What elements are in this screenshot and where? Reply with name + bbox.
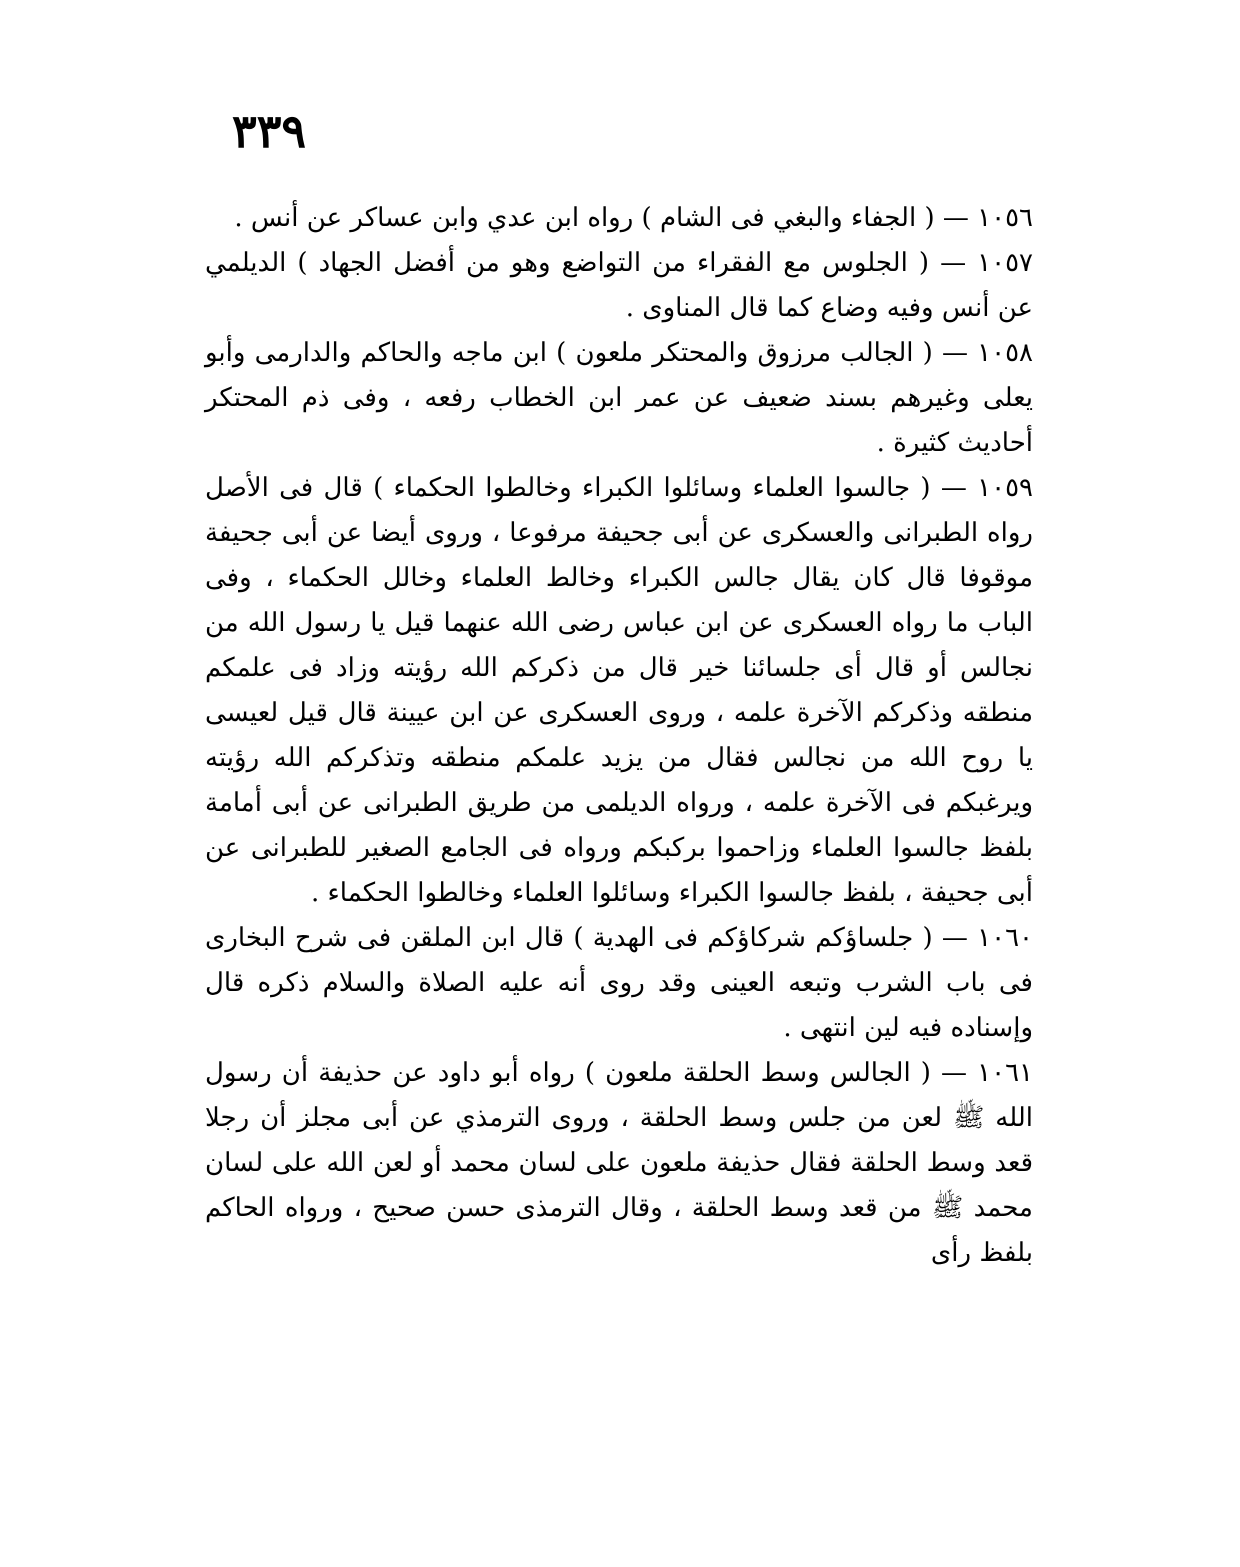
entry-1061: ١٠٦١ — ( الجالس وسط الحلقة ملعون ) رواه أبو داود عن حذيفة أن رسول الله ﷺ لعن من جلس وسط الحلقة ، وروى الترمذي عن أبى مجلز أن رجلا قعد وسط الحلقة فقال حذيفة ملعون على لسان محمد أو لعن الله على لسان محمد ﷺ من قعد وسط الحلقة ، وقال الترمذى حسن صحيح ، ورواه الحاكم بلفظ رأى <box>205 1058 1034 1268</box>
entry-1058: ١٠٥٨ — ( الجالب مرزوق والمحتكر ملعون ) ابن ماجه والحاكم والدارمى وأبو يعلى وغيرهم بسند ضعيف عن عمر ابن الخطاب رفعه ، وفى ذم المحتكر أحاديث كثيرة . <box>205 338 1033 458</box>
entry-1059: ١٠٥٩ — ( جالسوا العلماء وسائلوا الكبراء وخالطوا الحكماء ) قال فى الأصل رواه الطبرانى والعسكرى عن أبى جحيفة مرفوعا ، وروى أيضا عن أبى جحيفة موقوفا قال كان يقال جالس الكبراء وخالط العلماء وخالل الحكماء ، وفى الباب ما رواه العسكرى عن ابن عباس رضى الله عنهما قيل يا رسول الله من نجالس أو قال أى جلسائنا خير قال من ذكركم الله رؤيته وزاد فى علمكم منطقه وذكركم الآخرة علمه ، وروى العسكرى عن ابن عيينة قال قيل لعيسى يا روح الله من نجالس فقال من يزيد علمكم منطقه وتذكركم الله رؤيته ويرغبكم فى الآخرة علمه ، ورواه الديلمى من طريق الطبرانى عن أبى أمامة بلفظ جالسوا العلماء وزاحموا بركبكم ورواه فى الجامع الصغير للطبرانى عن أبى جحيفة ، بلفظ جالسوا الكبراء وسائلوا العلماء وخالطوا الحكماء . <box>205 473 1033 908</box>
page-number: ٣٣٩ <box>232 104 307 158</box>
body-text <box>205 196 1033 1276</box>
entry-1057: ١٠٥٧ — ( الجلوس مع الفقراء من التواضع وهو من أفضل الجهاد ) الديلمي عن أنس وفيه وضاع كما قال المناوى . <box>205 248 1033 323</box>
entry-1060: ١٠٦٠ — ( جلساؤكم شركاؤكم فى الهدية ) قال ابن الملقن فى شرح البخارى فى باب الشرب وتبعه العينى وقد روى أنه عليه الصلاة والسلام ذكره قال وإسناده فيه لين انتهى . <box>205 923 1033 1043</box>
entry-1056: ١٠٥٦ — ( الجفاء والبغي فى الشام ) رواه ابن عدي وابن عساكر عن أنس . <box>234 203 1033 233</box>
